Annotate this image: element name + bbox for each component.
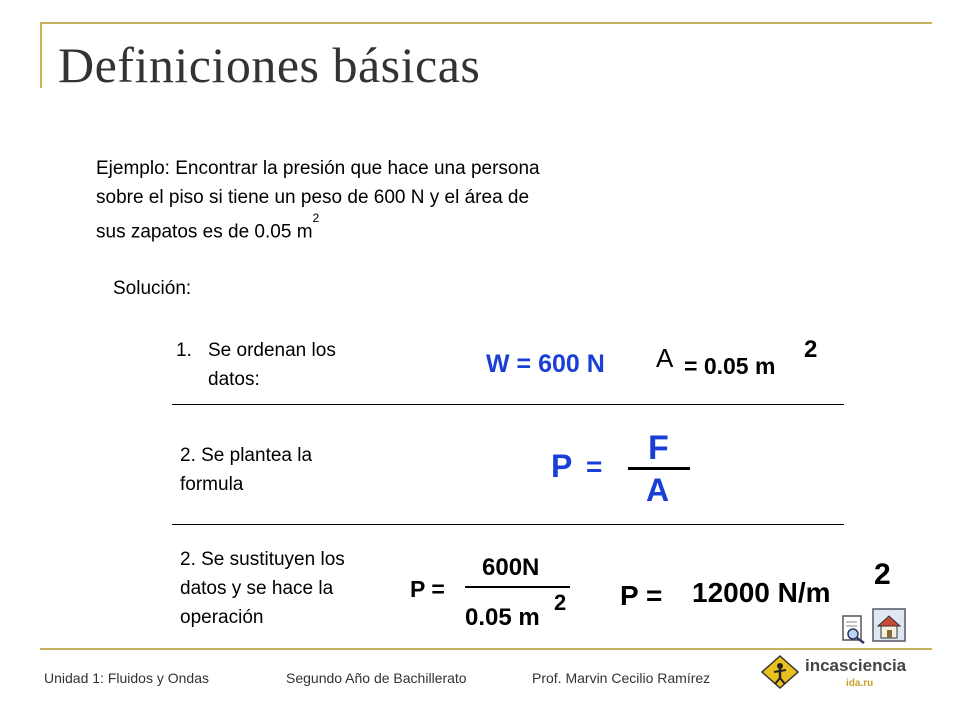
substitution-denominator: 0.05 m	[465, 604, 540, 631]
footer-unit: Unidad 1: Fluidos y Ondas	[44, 670, 209, 686]
divider-1	[172, 404, 844, 405]
logo-subtext: ida.ru	[846, 678, 874, 689]
problem-line-1: Ejemplo: Encontrar la presión que hace una persona	[96, 158, 540, 179]
formula-p: P	[551, 448, 573, 484]
step-1-text: Se ordenan los datos:	[208, 340, 336, 390]
given-area-exponent: 2	[804, 336, 818, 363]
substitution-fraction-bar	[465, 586, 570, 588]
home-icon[interactable]	[872, 608, 906, 642]
given-area-value: = 0.05 m	[684, 353, 776, 379]
substitution-denominator-exponent: 2	[554, 590, 567, 615]
solution-label: Solución:	[113, 278, 192, 299]
frame-top-line	[40, 22, 932, 24]
result-value: 12000 N/m	[692, 577, 831, 608]
document-link-icon[interactable]	[842, 615, 866, 645]
formula-denominator: A	[646, 472, 670, 508]
problem-line-2: sobre el piso si tiene un peso de 600 N y el área de	[96, 187, 530, 208]
footer-grade: Segundo Año de Bachillerato	[286, 670, 467, 686]
problem-line-3: sus zapatos es de 0.05 $m^2$	[96, 211, 320, 243]
substitution-numerator: 600N	[482, 554, 540, 581]
result-exponent: 2	[874, 558, 891, 591]
result-p-equals: P =	[620, 580, 663, 611]
logo-text: incasciencia	[805, 656, 907, 675]
step-1-number: 1.	[176, 340, 192, 361]
substitution-p-equals: P =	[410, 576, 445, 602]
footer-teacher: Prof. Marvin Cecilio Ramírez	[532, 670, 711, 686]
step-2-text: 2. Se plantea la formula	[180, 445, 313, 495]
divider-2	[172, 524, 844, 525]
frame-bottom-line	[40, 648, 932, 650]
area-exponent: 2	[312, 211, 320, 225]
given-area-letter: A	[656, 343, 674, 373]
frame-left-line	[40, 22, 42, 88]
slide-title: Definiciones básicas	[58, 37, 481, 93]
formula-equals: =	[586, 451, 603, 482]
step-3-text: 2. Se sustituyen los datos y se hace la operación	[180, 549, 345, 628]
problem-statement	[96, 154, 696, 246]
formula-fraction-bar	[628, 467, 690, 470]
step-1	[176, 336, 386, 394]
formula-numerator: F	[648, 429, 669, 467]
given-weight: W = 600 N	[486, 350, 605, 378]
